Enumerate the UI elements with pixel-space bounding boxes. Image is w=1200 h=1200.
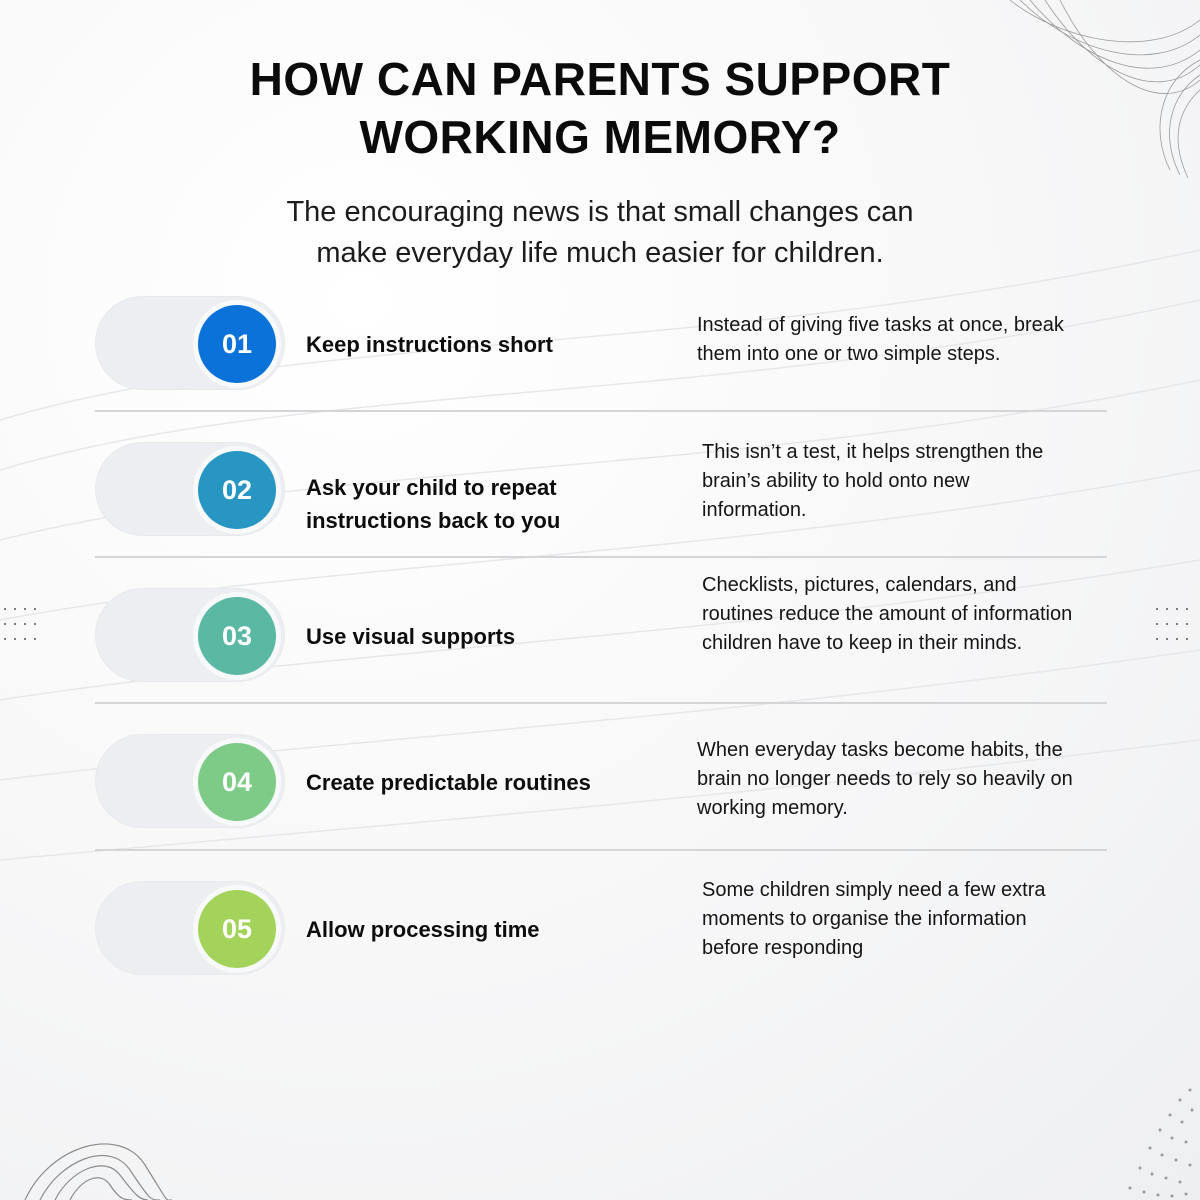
tip-item-3 [95,574,1107,684]
tip-number-badge: 05 [198,890,276,968]
tip-number-badge: 03 [198,597,276,675]
tip-heading: Ask your child to repeat instructions back to you [306,475,561,533]
title-line-2: WORKING MEMORY? [359,111,841,163]
page-title [0,50,1200,166]
tip-description: This isn’t a test, it helps strengthen the brain’s ability to hold onto new information. [702,441,1044,521]
tip-item-1 [95,296,1107,392]
tip-heading: Create predictable routines [306,769,591,795]
tip-item-2 [95,442,1107,538]
tip-number-badge: 02 [198,451,276,529]
dot-grid-left [4,608,44,640]
divider [95,702,1107,704]
corner-dots-bottom-right [1129,1089,1194,1198]
divider [95,849,1107,851]
title-line-1: HOW CAN PARENTS SUPPORT [249,53,951,105]
dot-grid-right [1156,608,1196,640]
tip-item-5 [95,881,1107,977]
tip-heading: Keep instructions short [306,331,553,357]
tip-description: Checklists, pictures, calendars, and routines reduce the amount of information children have to keep in their minds. [702,574,1073,654]
subtitle-line-1: The encouraging news is that small changes can [286,196,914,228]
tip-number-badge: 04 [198,743,276,821]
tip-description: Instead of giving five tasks at once, break them into one or two simple steps. [697,314,1064,365]
divider [95,410,1107,412]
subtitle-line-2: make everyday life much easier for children. [316,237,884,269]
tip-heading: Use visual supports [306,623,516,649]
corner-lines-bottom-left [25,1144,172,1200]
tip-item-4 [95,734,1107,830]
tip-number-badge: 01 [198,305,276,383]
tip-description: When everyday tasks become habits, the brain no longer needs to rely so heavily on working memory. [697,739,1073,819]
divider [95,556,1107,558]
subtitle [200,192,1000,274]
tip-description: Some children simply need a few extra moments to organise the information before responding [702,879,1046,959]
tip-heading: Allow processing time [306,916,540,942]
